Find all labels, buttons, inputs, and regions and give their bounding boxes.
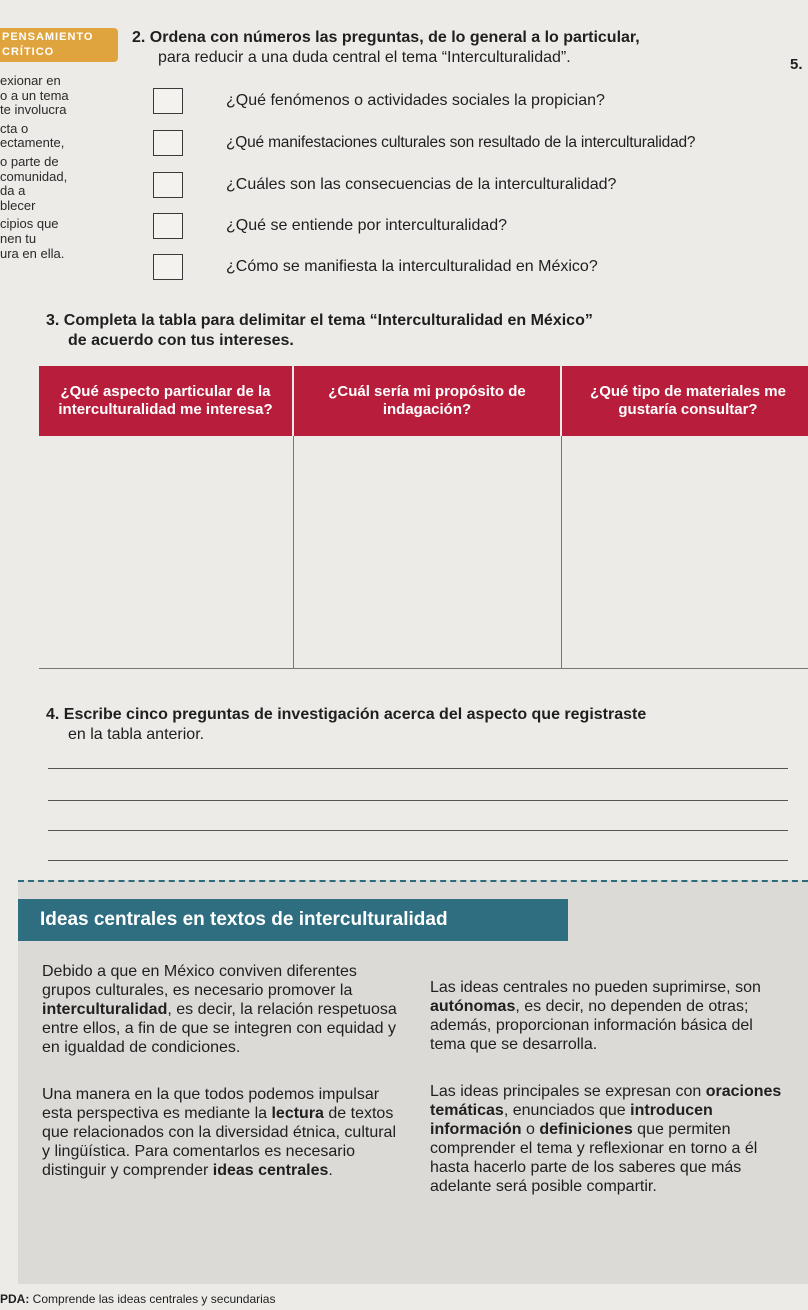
side-note-line: blecer — [0, 198, 36, 213]
side-note-line: te involucra — [0, 103, 67, 118]
interest-table — [39, 366, 808, 669]
order-item — [153, 254, 793, 280]
order-number-box[interactable] — [153, 172, 183, 198]
order-item-text: ¿Qué fenómenos o actividades sociales la propician? — [226, 92, 605, 109]
side-note — [0, 74, 126, 261]
text-run: Debido a que en México conviven diferentes grupos culturales, es necesario promover la — [42, 963, 357, 999]
footer-text: Comprende las ideas centrales y secundarias — [29, 1292, 276, 1306]
question-4-line-2: en la tabla anterior. — [68, 726, 205, 743]
badge-line-1: PENSAMIENTO — [2, 31, 94, 43]
bold-term: lectura — [271, 1105, 324, 1122]
question-2-line-1: Ordena con números las preguntas, de lo general a lo particular, — [149, 29, 640, 46]
question-4-line-1: Escribe cinco preguntas de investigación acerca del aspecto que registraste — [63, 706, 647, 723]
ideas-left-column — [42, 962, 402, 1180]
text-run: de textos que relacionados con la diversidad étnica, cultural y lingüística. Para comentarlos es necesario distinguir y comprender — [42, 1105, 396, 1179]
question-3-prompt — [46, 311, 786, 351]
ideas-right-paragraph-1 — [430, 978, 790, 1054]
badge-line-2: CRÍTICO — [2, 46, 55, 58]
text-run: . — [328, 1162, 333, 1179]
text-run: , es decir, no dependen de otras; además, proporcionan información básica del tema que se desarrolla. — [430, 998, 753, 1053]
order-number-box[interactable] — [153, 213, 183, 239]
order-item — [153, 172, 793, 198]
table-cell-materials[interactable] — [561, 436, 808, 669]
question-2-prompt — [132, 28, 772, 68]
ideas-right-paragraph-2 — [430, 1082, 790, 1196]
side-note-line: ectamente, — [0, 136, 65, 151]
text-run: Las ideas principales se expresan con — [430, 1083, 706, 1100]
bold-term: oraciones temáticas — [430, 1083, 782, 1119]
table-cell-aspect[interactable] — [39, 436, 293, 669]
bold-term: ideas centrales — [212, 1162, 329, 1179]
order-item — [153, 213, 793, 239]
question-3-line-2: de acuerdo con tus intereses. — [68, 332, 294, 349]
side-note-line: o parte de — [0, 154, 59, 169]
question-4-prompt — [46, 705, 786, 745]
order-item-text: ¿Cómo se manifiesta la interculturalidad en México? — [226, 258, 598, 275]
ideas-right-column — [430, 978, 790, 1196]
table-row — [39, 436, 808, 669]
side-note-line: da a — [0, 184, 26, 199]
order-item-text: ¿Qué se entiende por interculturalidad? — [226, 217, 508, 234]
bold-term: autónomas — [430, 998, 516, 1015]
text-run: o — [521, 1121, 540, 1138]
side-note-line: nen tu — [0, 231, 37, 246]
ideas-title: Ideas centrales en textos de interculturalidad — [18, 899, 568, 941]
text-run: que permiten comprender el tema y reflexionar en torno a él hasta hacerlo parte de los saberes que más adelante será posible compartir. — [430, 1121, 758, 1195]
text-run: , es decir, la relación respetuosa entre ellos, a fin de que se integren con equidad y en igualdad de condiciones. — [42, 1001, 397, 1056]
page-marker: 5. — [790, 56, 803, 73]
bold-term: introducen información — [430, 1102, 713, 1138]
order-item-text: ¿Qué manifestaciones culturales son resultado de la interculturalidad? — [226, 134, 696, 151]
table-cell-purpose[interactable] — [293, 436, 561, 669]
question-4-number: 4. — [46, 706, 60, 723]
bold-term: definiciones — [539, 1121, 633, 1138]
ideas-left-paragraph-1 — [42, 962, 402, 1057]
bold-term: interculturalidad — [42, 1001, 168, 1018]
order-number-box[interactable] — [153, 254, 183, 280]
table-header: ¿Qué aspecto particular de la interculturalidad me interesa? — [39, 366, 293, 436]
answer-line[interactable] — [48, 768, 788, 769]
order-number-box[interactable] — [153, 130, 183, 156]
order-number-box[interactable] — [153, 88, 183, 114]
ideas-left-paragraph-2 — [42, 1085, 402, 1180]
order-item — [153, 88, 793, 114]
table-header: ¿Qué tipo de materiales me gustaría consultar? — [561, 366, 808, 436]
question-3-number: 3. — [46, 312, 60, 329]
side-note-line: exionar en — [0, 74, 61, 88]
question-2-number: 2. — [132, 29, 146, 46]
footer-label: PDA: — [0, 1292, 30, 1306]
question-2-line-2: para reducir a una duda central el tema “Interculturalidad”. — [158, 49, 571, 66]
text-run: Las ideas centrales no pueden suprimirse, son — [430, 979, 761, 996]
order-item-text: ¿Cuáles son las consecuencias de la interculturalidad? — [226, 176, 617, 193]
answer-line[interactable] — [48, 830, 788, 831]
text-run: , enunciados que — [503, 1102, 631, 1119]
question-3-line-1: Completa la tabla para delimitar el tema “Interculturalidad en México” — [63, 312, 593, 329]
answer-line[interactable] — [48, 860, 788, 861]
side-note-line: cipios que — [0, 217, 59, 232]
order-item — [153, 130, 793, 156]
section-badge — [0, 28, 118, 62]
side-note-line: ura en ella. — [0, 246, 65, 261]
text-run: Una manera en la que todos podemos impulsar esta perspectiva es mediante la — [42, 1086, 380, 1122]
side-note-line: o a un tema — [0, 88, 69, 103]
answer-line[interactable] — [48, 800, 788, 801]
table-header: ¿Cuál sería mi propósito de indagación? — [293, 366, 561, 436]
side-note-line: comunidad, — [0, 169, 68, 184]
footer-note — [0, 1292, 808, 1306]
side-note-line: cta o — [0, 121, 29, 136]
